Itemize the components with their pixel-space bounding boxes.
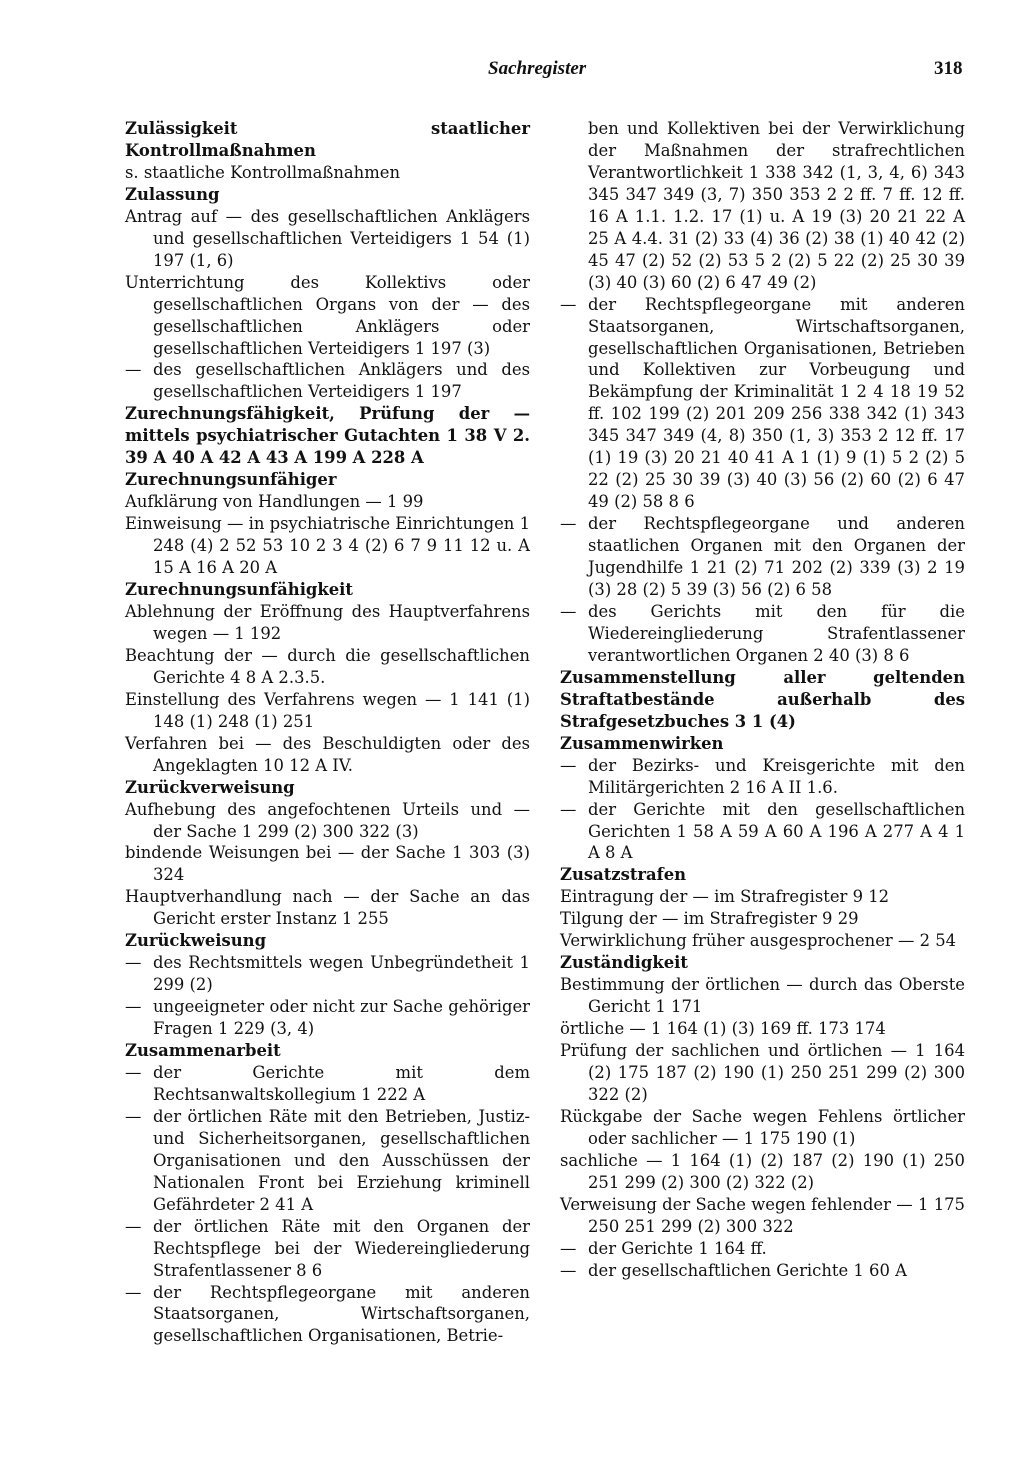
- index-text: Rückgabe der Sache wegen Fehlens örtlicher oder sachlicher — 1 175 190 (1): [560, 1106, 965, 1148]
- index-entry: [125, 842, 530, 886]
- index-text: Zurückverweisung: [125, 777, 295, 797]
- index-heading: [125, 184, 530, 206]
- index-text: Ablehnung der Eröffnung des Hauptverfahrens wegen — 1 192: [125, 601, 530, 643]
- index-text: Zusammenstellung aller geltenden Straftatbestände außerhalb des Strafgesetzbuches 3 1 (4): [560, 667, 965, 731]
- index-text: sachliche — 1 164 (1) (2) 187 (2) 190 (1) 250 251 299 (2) 300 (2) 322 (2): [560, 1150, 965, 1192]
- dash-marker: —: [560, 514, 577, 534]
- index-subentry: [125, 1106, 530, 1216]
- index-subentry: [560, 1260, 965, 1282]
- index-entry: [125, 886, 530, 930]
- index-text: Beachtung der — durch die gesellschaftlichen Gerichte 4 8 A 2.3.5.: [125, 645, 530, 687]
- index-entry: [125, 799, 530, 843]
- index-text: Aufhebung des angefochtenen Urteils und — der Sache 1 299 (2) 300 322 (3): [125, 799, 530, 841]
- dash-marker: —: [560, 755, 577, 775]
- index-text: des gesellschaftlichen Anklägers und des gesellschaftlichen Verteidigers 1 197: [153, 360, 530, 402]
- index-entry: [560, 1194, 965, 1238]
- index-text: der Gerichte mit dem Rechtsanwaltskollegium 1 222 A: [153, 1062, 530, 1104]
- index-entry: [560, 1040, 965, 1106]
- index-heading: [125, 469, 530, 491]
- index-heading: [560, 667, 965, 733]
- index-text: Antrag auf — des gesellschaftlichen Anklägers und gesellschaftlichen Verteidigers 1 54 (1) 197 (1, 6): [125, 206, 530, 270]
- dash-marker: —: [560, 601, 577, 621]
- index-subentry: [125, 1216, 530, 1282]
- index-text: Aufklärung von Handlungen — 1 99: [125, 492, 424, 512]
- index-subentry: [560, 755, 965, 799]
- index-heading: [560, 952, 965, 974]
- index-entry: [125, 645, 530, 689]
- index-text: Verweisung der Sache wegen fehlender — 1 175 250 251 299 (2) 300 322: [560, 1194, 965, 1236]
- index-text: der Rechtspflegeorgane und anderen staatlichen Organen mit den Organen der Jugendhilfe 1 21 (2) 71 202 (2) 339 (3) 2 19 (3) 28 (2) 5 39 (3) 56 (2) 6 58: [588, 514, 965, 600]
- index-text: s. staatliche Kontrollmaßnahmen: [125, 162, 401, 182]
- index-entry: [560, 908, 965, 930]
- index-text: Zusammenwirken: [560, 733, 724, 753]
- index-text: der gesellschaftlichen Gerichte 1 60 A: [588, 1260, 907, 1280]
- dash-marker: —: [560, 294, 577, 314]
- index-subentry: [125, 996, 530, 1040]
- index-text: Zuständigkeit: [560, 953, 688, 973]
- index-subentry: [560, 1238, 965, 1260]
- index-entry: [125, 491, 530, 513]
- index-text: Zusatzstrafen: [560, 865, 687, 885]
- dash-marker: —: [125, 997, 142, 1017]
- index-text: der örtlichen Räte mit den Organen der Rechtspflege bei der Wiedereingliederung Strafentlassener 8 6: [153, 1216, 530, 1280]
- page-number: 318: [934, 58, 963, 79]
- index-text: Eintragung der — im Strafregister 9 12: [560, 887, 890, 907]
- index-entry: [560, 1018, 965, 1040]
- index-continuation: [560, 118, 965, 294]
- dash-marker: —: [560, 1260, 577, 1280]
- index-text: Tilgung der — im Strafregister 9 29: [560, 909, 859, 929]
- index-text: der Rechtspflegeorgane mit anderen Staatsorganen, Wirtschaftsorganen, gesellschaftlichen Organisationen, Betrie-: [153, 1282, 530, 1346]
- index-text: Zurechnungsunfähiger: [125, 470, 337, 490]
- index-entry: [560, 930, 965, 952]
- index-text: Einweisung — in psychiatrische Einrichtungen 1 248 (4) 2 52 53 10 2 3 4 (2) 6 7 9 11 12 u. A 15 A 16 A 20 A: [125, 514, 530, 578]
- index-text: Zulassung: [125, 184, 220, 204]
- index-subentry: [125, 359, 530, 403]
- index-subentry: [560, 601, 965, 667]
- dash-marker: —: [125, 1282, 142, 1302]
- index-text: Verwirklichung früher ausgesprochener — 2 54: [560, 931, 957, 951]
- index-heading: [125, 1040, 530, 1062]
- dash-marker: —: [125, 1106, 142, 1126]
- index-text: Verfahren bei — des Beschuldigten oder des Angeklagten 10 12 A IV.: [125, 733, 530, 775]
- index-entry: [560, 1106, 965, 1150]
- index-entry: [125, 689, 530, 733]
- dash-marker: —: [560, 1238, 577, 1258]
- index-heading: [560, 733, 965, 755]
- index-text: Bestimmung der örtlichen — durch das Oberste Gericht 1 171: [560, 975, 965, 1017]
- index-column-right: [560, 118, 965, 1282]
- index-text: Einstellung des Verfahrens wegen — 1 141 (1) 148 (1) 248 (1) 251: [125, 689, 530, 731]
- index-text: Zurechnungsfähigkeit, Prüfung der — mittels psychiatrischer Gutachten 1 38 V 2. 39 A 40 A 42 A 43 A 199 A 228 A: [125, 404, 530, 468]
- index-text: Zurückweisung: [125, 931, 267, 951]
- index-text: Zusammenarbeit: [125, 1041, 281, 1061]
- index-entry: [560, 886, 965, 908]
- index-text: ungeeigneter oder nicht zur Sache gehöriger Fragen 1 229 (3, 4): [153, 997, 530, 1039]
- index-heading: [125, 777, 530, 799]
- index-text: des Rechtsmittels wegen Unbegründetheit 1 299 (2): [153, 953, 530, 995]
- index-subentry: [560, 513, 965, 601]
- index-subentry: [125, 1062, 530, 1106]
- index-text: des Gerichts mit den für die Wiedereingliederung Strafentlassener verantwortlichen Organen 2 40 (3) 8 6: [588, 601, 965, 665]
- index-text: bindende Weisungen bei — der Sache 1 303 (3) 324: [125, 843, 530, 885]
- index-heading: [125, 579, 530, 601]
- index-subentry: [125, 1282, 530, 1348]
- index-subentry: [125, 952, 530, 996]
- index-entry: [125, 206, 530, 272]
- index-entry: [125, 513, 530, 579]
- index-column-left: [125, 118, 530, 1347]
- dash-marker: —: [560, 799, 577, 819]
- index-entry: [125, 733, 530, 777]
- index-heading: [560, 864, 965, 886]
- index-text: Hauptverhandlung nach — der Sache an das Gericht erster Instanz 1 255: [125, 887, 530, 929]
- index-subentry: [560, 294, 965, 514]
- dash-marker: —: [125, 360, 142, 380]
- index-text: der Gerichte 1 164 ff.: [588, 1238, 767, 1258]
- index-entry: [125, 272, 530, 360]
- index-entry: [560, 1150, 965, 1194]
- index-text: Zulässigkeit staatlicher Kontrollmaßnahmen: [125, 119, 530, 160]
- dash-marker: —: [125, 953, 142, 973]
- index-text: Prüfung der sachlichen und örtlichen — 1 164 (2) 175 187 (2) 190 (1) 250 251 299 (2) 300 322 (2): [560, 1041, 965, 1104]
- dash-marker: —: [125, 1062, 142, 1082]
- index-heading: [125, 403, 530, 469]
- index-heading: [125, 118, 530, 162]
- index-text: ben und Kollektiven bei der Verwirklichung der Maßnahmen der strafrechtlichen Verantwortlichkeit 1 338 342 (1, 3, 4, 6) 343 345 347 349 (3, 7) 350 353 2 2 ff. 7 ff. 12 ff. 16 A 1.1. 1.2. 17 (1) u. A 19 (3) 20 21 22 A 25 A 4.4. 31 (2) 33 (4) 36 (2) 38 (1) 40 42 (2) 45 47 (2) 52 (2) 53 5 2 (2) 5 22 (2) 25 30 39 (3) 40 (3) 60 (2) 6 47 49 (2): [588, 119, 965, 292]
- dash-marker: —: [125, 1216, 142, 1236]
- index-text: örtliche — 1 164 (1) (3) 169 ff. 173 174: [560, 1019, 886, 1039]
- index-text: der Gerichte mit den gesellschaftlichen Gerichten 1 58 A 59 A 60 A 196 A 277 A 4 1 A 8 A: [588, 799, 965, 863]
- index-heading: [125, 930, 530, 952]
- index-text: der örtlichen Räte mit den Betrieben, Justiz- und Sicherheitsorganen, gesellschaftlichen Organisationen und den Ausschüssen der Nationalen Front bei Erziehung kriminell Gefährdeter 2 41 A: [153, 1106, 530, 1214]
- index-text: Unterrichtung des Kollektivs oder gesellschaftlichen Organs von der — des gesellschaftlichen Anklägers oder gesellschaftlichen Verteidigers 1 197 (3): [125, 272, 530, 358]
- index-entry: [125, 601, 530, 645]
- index-text: Zurechnungsunfähigkeit: [125, 580, 353, 600]
- index-text: der Bezirks- und Kreisgerichte mit den Militärgerichten 2 16 A II 1.6.: [588, 755, 965, 797]
- running-head-title: Sachregister: [488, 58, 587, 79]
- index-entry: [125, 162, 530, 184]
- index-text: der Rechtspflegeorgane mit anderen Staatsorganen, Wirtschaftsorganen, gesellschaftlichen Organisationen, Betrieben und Kollektiven zur Vorbeugung und Bekämpfung der Kriminalität 1 2 4 18 19 52 ff. 102 199 (2) 201 209 256 338 342 (1) 343 345 347 349 (4, 8) 350 (1, 3) 353 2 12 ff. 17 (1) 19 (3) 20 21 40 41 A 1 (1) 9 (1) 5 2 (2) 5 22 (2) 25 30 39 (3) 40 (3) 56 (2) 60 (2) 6 47 49 (2) 58 8 6: [588, 294, 965, 512]
- index-entry: [560, 974, 965, 1018]
- index-subentry: [560, 799, 965, 865]
